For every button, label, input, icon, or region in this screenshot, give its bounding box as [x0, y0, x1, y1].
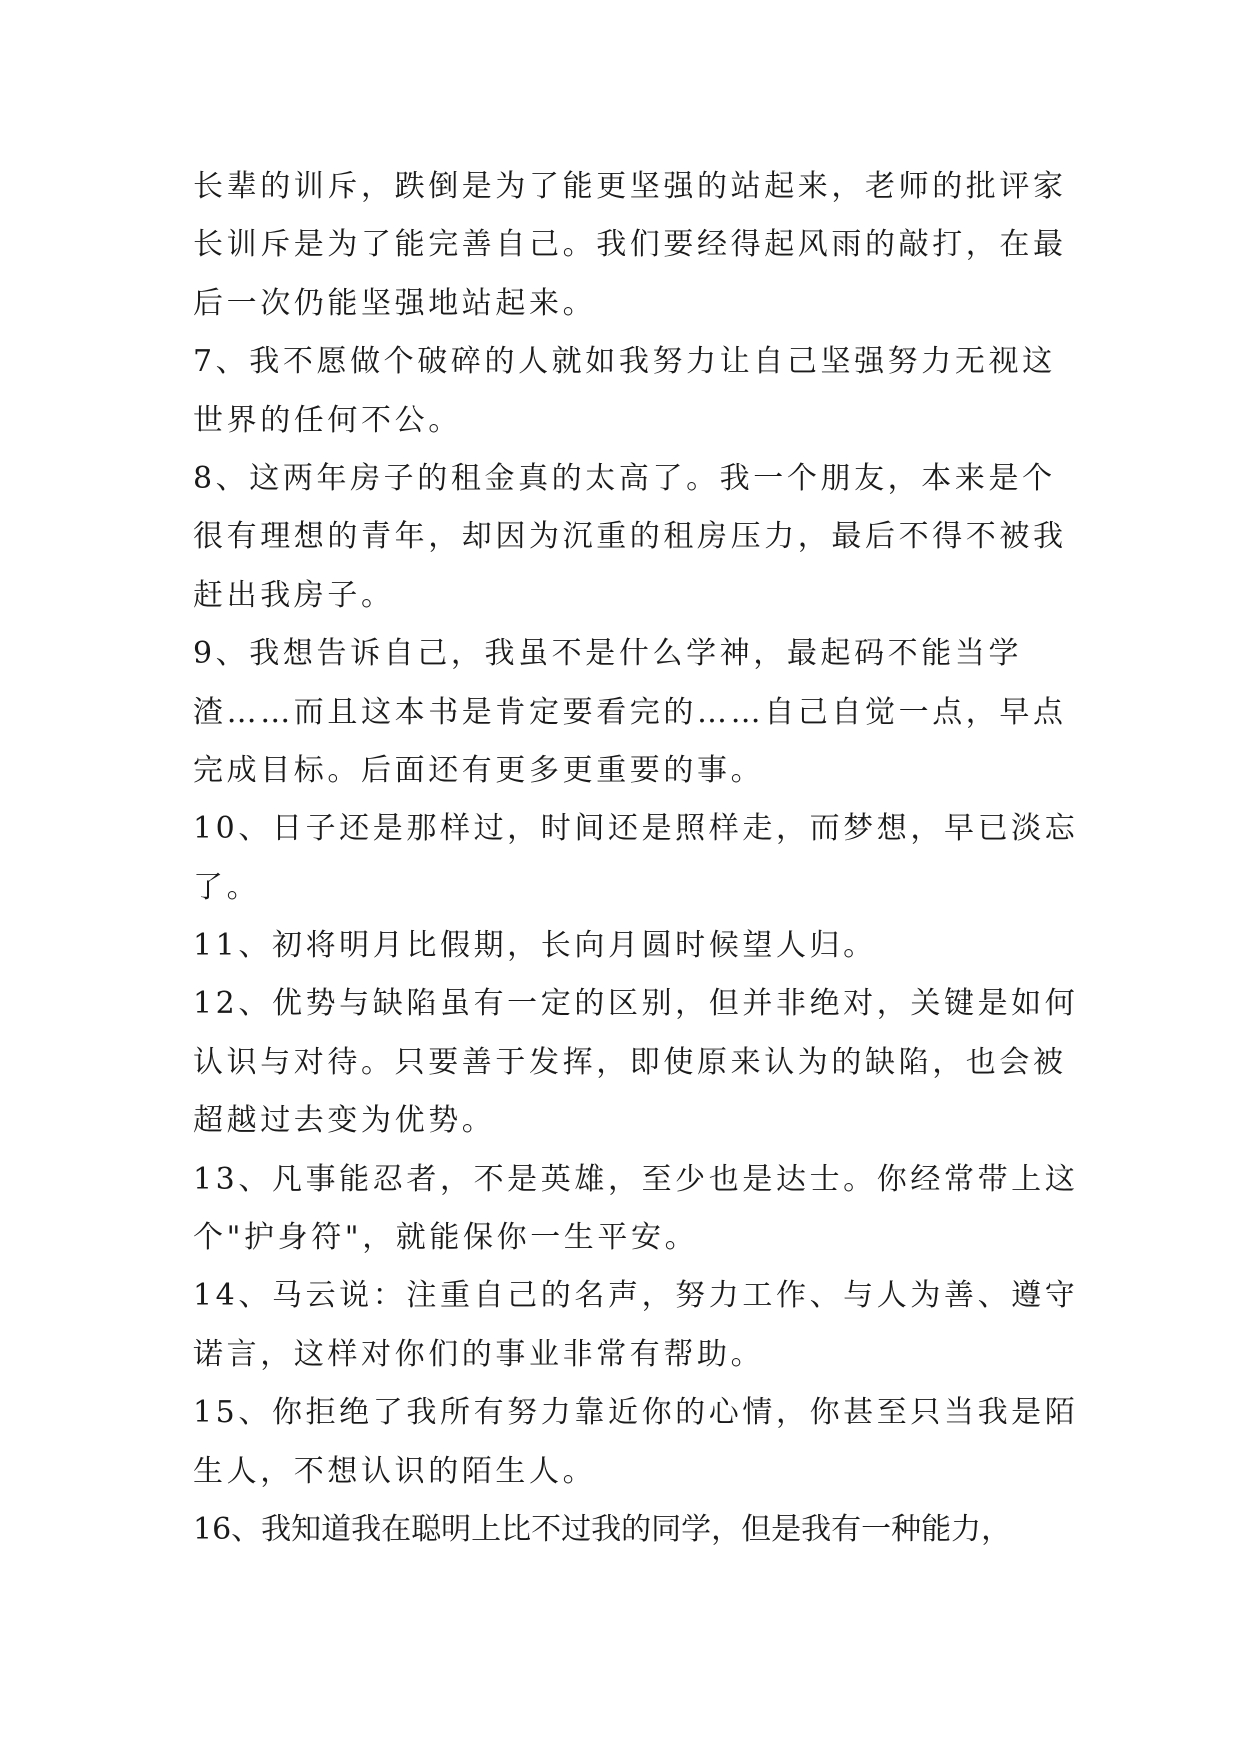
- text-line-22: 15、你拒绝了我所有努力靠近你的心情，你甚至只当我是陌: [193, 1395, 1079, 1431]
- text-line-7: 很有理想的青年，却因为沉重的租房压力，最后不得不被我: [193, 519, 1067, 555]
- text-line-16: 认识与对待。只要善于发挥，即使原来认为的缺陷，也会被: [193, 1044, 1067, 1080]
- text-line-21: 诺言，这样对你们的事业非常有帮助。: [193, 1336, 765, 1372]
- text-line-1: 长辈的训斥，跌倒是为了能更坚强的站起来，老师的批评家: [193, 169, 1067, 204]
- text-line-4: 7、我不愿做个破碎的人就如我努力让自己坚强努力无视这: [193, 344, 1056, 380]
- text-line-8: 赶出我房子。: [193, 577, 395, 613]
- text-line-24: 16、我知道我在聪明上比不过我的同学，但是我有一种能力，: [193, 1511, 1012, 1547]
- text-line-17: 超越过去变为优势。: [193, 1103, 496, 1139]
- text-line-19: 个"护身符"，就能保你一生平安。: [193, 1220, 699, 1256]
- text-line-14: 11、初将明月比假期，长向月圆时候望人归。: [193, 928, 877, 964]
- text-line-20: 14、马云说：注重自己的名声，努力工作、与人为善、遵守: [193, 1278, 1079, 1314]
- text-line-5: 世界的任何不公。: [193, 402, 462, 438]
- text-line-2: 长训斥是为了能完善自己。我们要经得起风雨的敲打，在最: [193, 227, 1067, 263]
- text-line-9: 9、我想告诉自己，我虽不是什么学神，最起码不能当学: [193, 636, 1023, 672]
- text-line-13: 了。: [193, 869, 261, 905]
- text-line-11: 完成目标。后面还有更多更重要的事。: [193, 752, 765, 788]
- text-line-6: 8、这两年房子的租金真的太高了。我一个朋友，本来是个: [193, 460, 1056, 496]
- text-line-10: 渣……而且这本书是肯定要看完的……自己自觉一点，早点: [193, 694, 1067, 730]
- text-line-15: 12、优势与缺陷虽有一定的区别，但并非绝对，关键是如何: [193, 986, 1079, 1022]
- text-line-18: 13、凡事能忍者，不是英雄，至少也是达士。你经常带上这: [193, 1161, 1079, 1197]
- text-line-23: 生人，不想认识的陌生人。: [193, 1453, 597, 1489]
- document-body: [193, 158, 1079, 1559]
- text-line-12: 10、日子还是那样过，时间还是照样走，而梦想，早已淡忘: [193, 811, 1079, 847]
- text-line-3: 后一次仍能坚强地站起来。: [193, 285, 597, 321]
